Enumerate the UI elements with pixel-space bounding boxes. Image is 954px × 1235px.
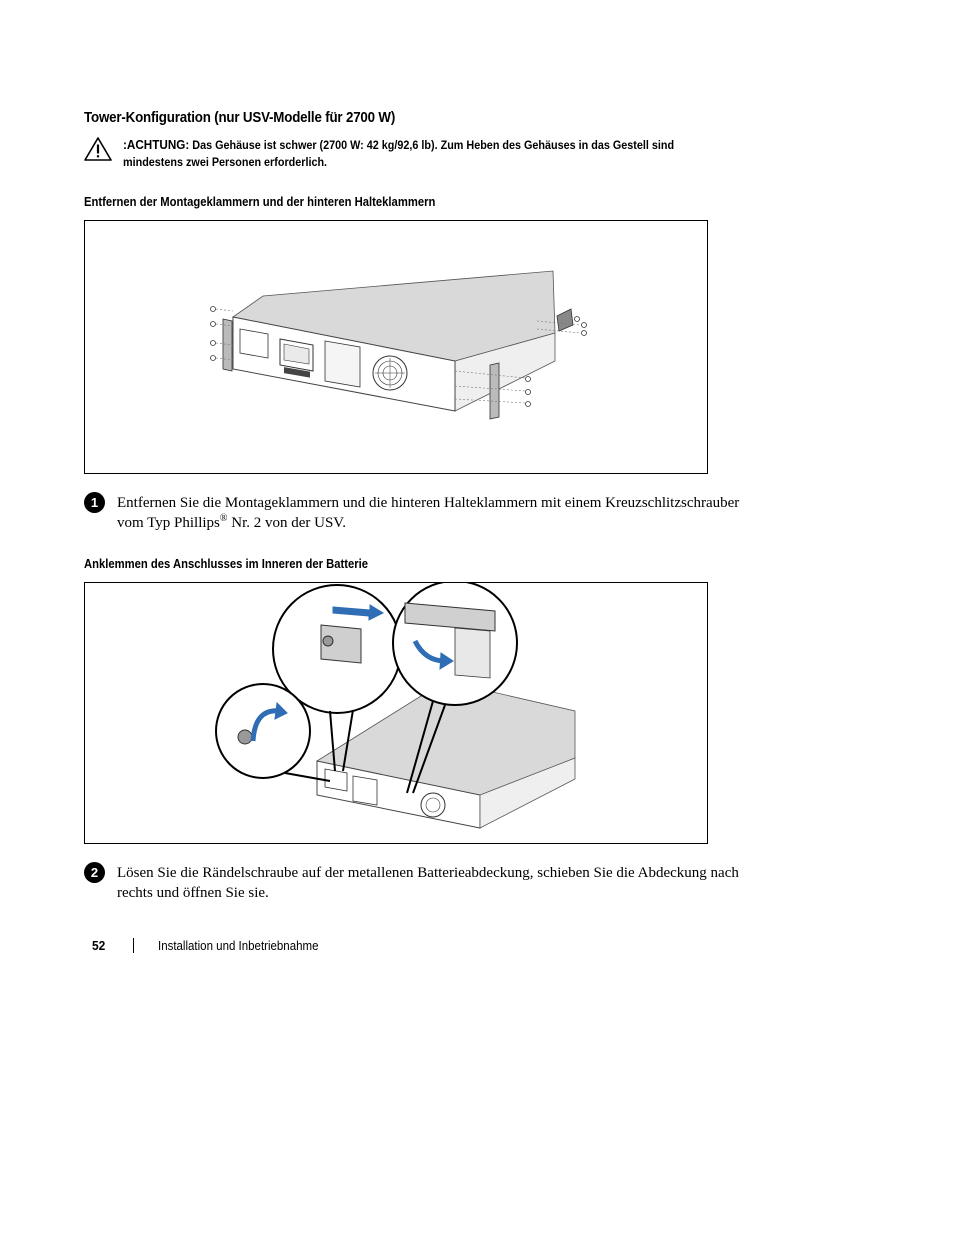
caution-text: Das Gehäuse ist schwer (2700 W: 42 kg/92,6 lb). Zum Heben des Gehäuses in das Gestell sind mindestens zwei Personen erforderlich. [123,138,675,169]
step-1-text-tail: Nr. 2 von der USV. [227,514,346,531]
ups-bracket-illustration [85,221,707,473]
page-number: 52 [92,938,106,953]
step-number-1: 1 [84,492,105,513]
caution-label: :ACHTUNG: [123,137,190,152]
footer-chapter: Installation und Inbetriebnahme [158,939,319,953]
section-title: Tower-Konfiguration (nur USV-Modelle für 2700 W) [84,110,396,126]
caution-notice [123,136,681,171]
registered-mark: ® [219,512,228,524]
subsection-heading-battery: Anklemmen des Anschlusses im Inneren der Batterie [84,557,369,571]
step-1-text [117,494,767,533]
battery-cover-illustration [85,583,707,843]
warning-triangle-icon [84,137,112,161]
step-1-text-main: Entfernen Sie die Montageklammern und die hinteren Halteklammern mit einem Kreuzschlitzschrauber vom Typ Phillips [117,495,740,531]
figure-remove-brackets [84,220,708,474]
footer-divider [133,938,134,953]
figure-battery-connector [84,582,708,844]
step-number-2: 2 [84,862,105,883]
step-2-text: Lösen Sie die Rändelschraube auf der metallenen Batterieabdeckung, schieben Sie die Abdeckung nach rechts und öffnen Sie sie. [117,865,739,901]
subsection-heading-brackets: Entfernen der Montageklammern und der hinteren Halteklammern [84,195,436,209]
